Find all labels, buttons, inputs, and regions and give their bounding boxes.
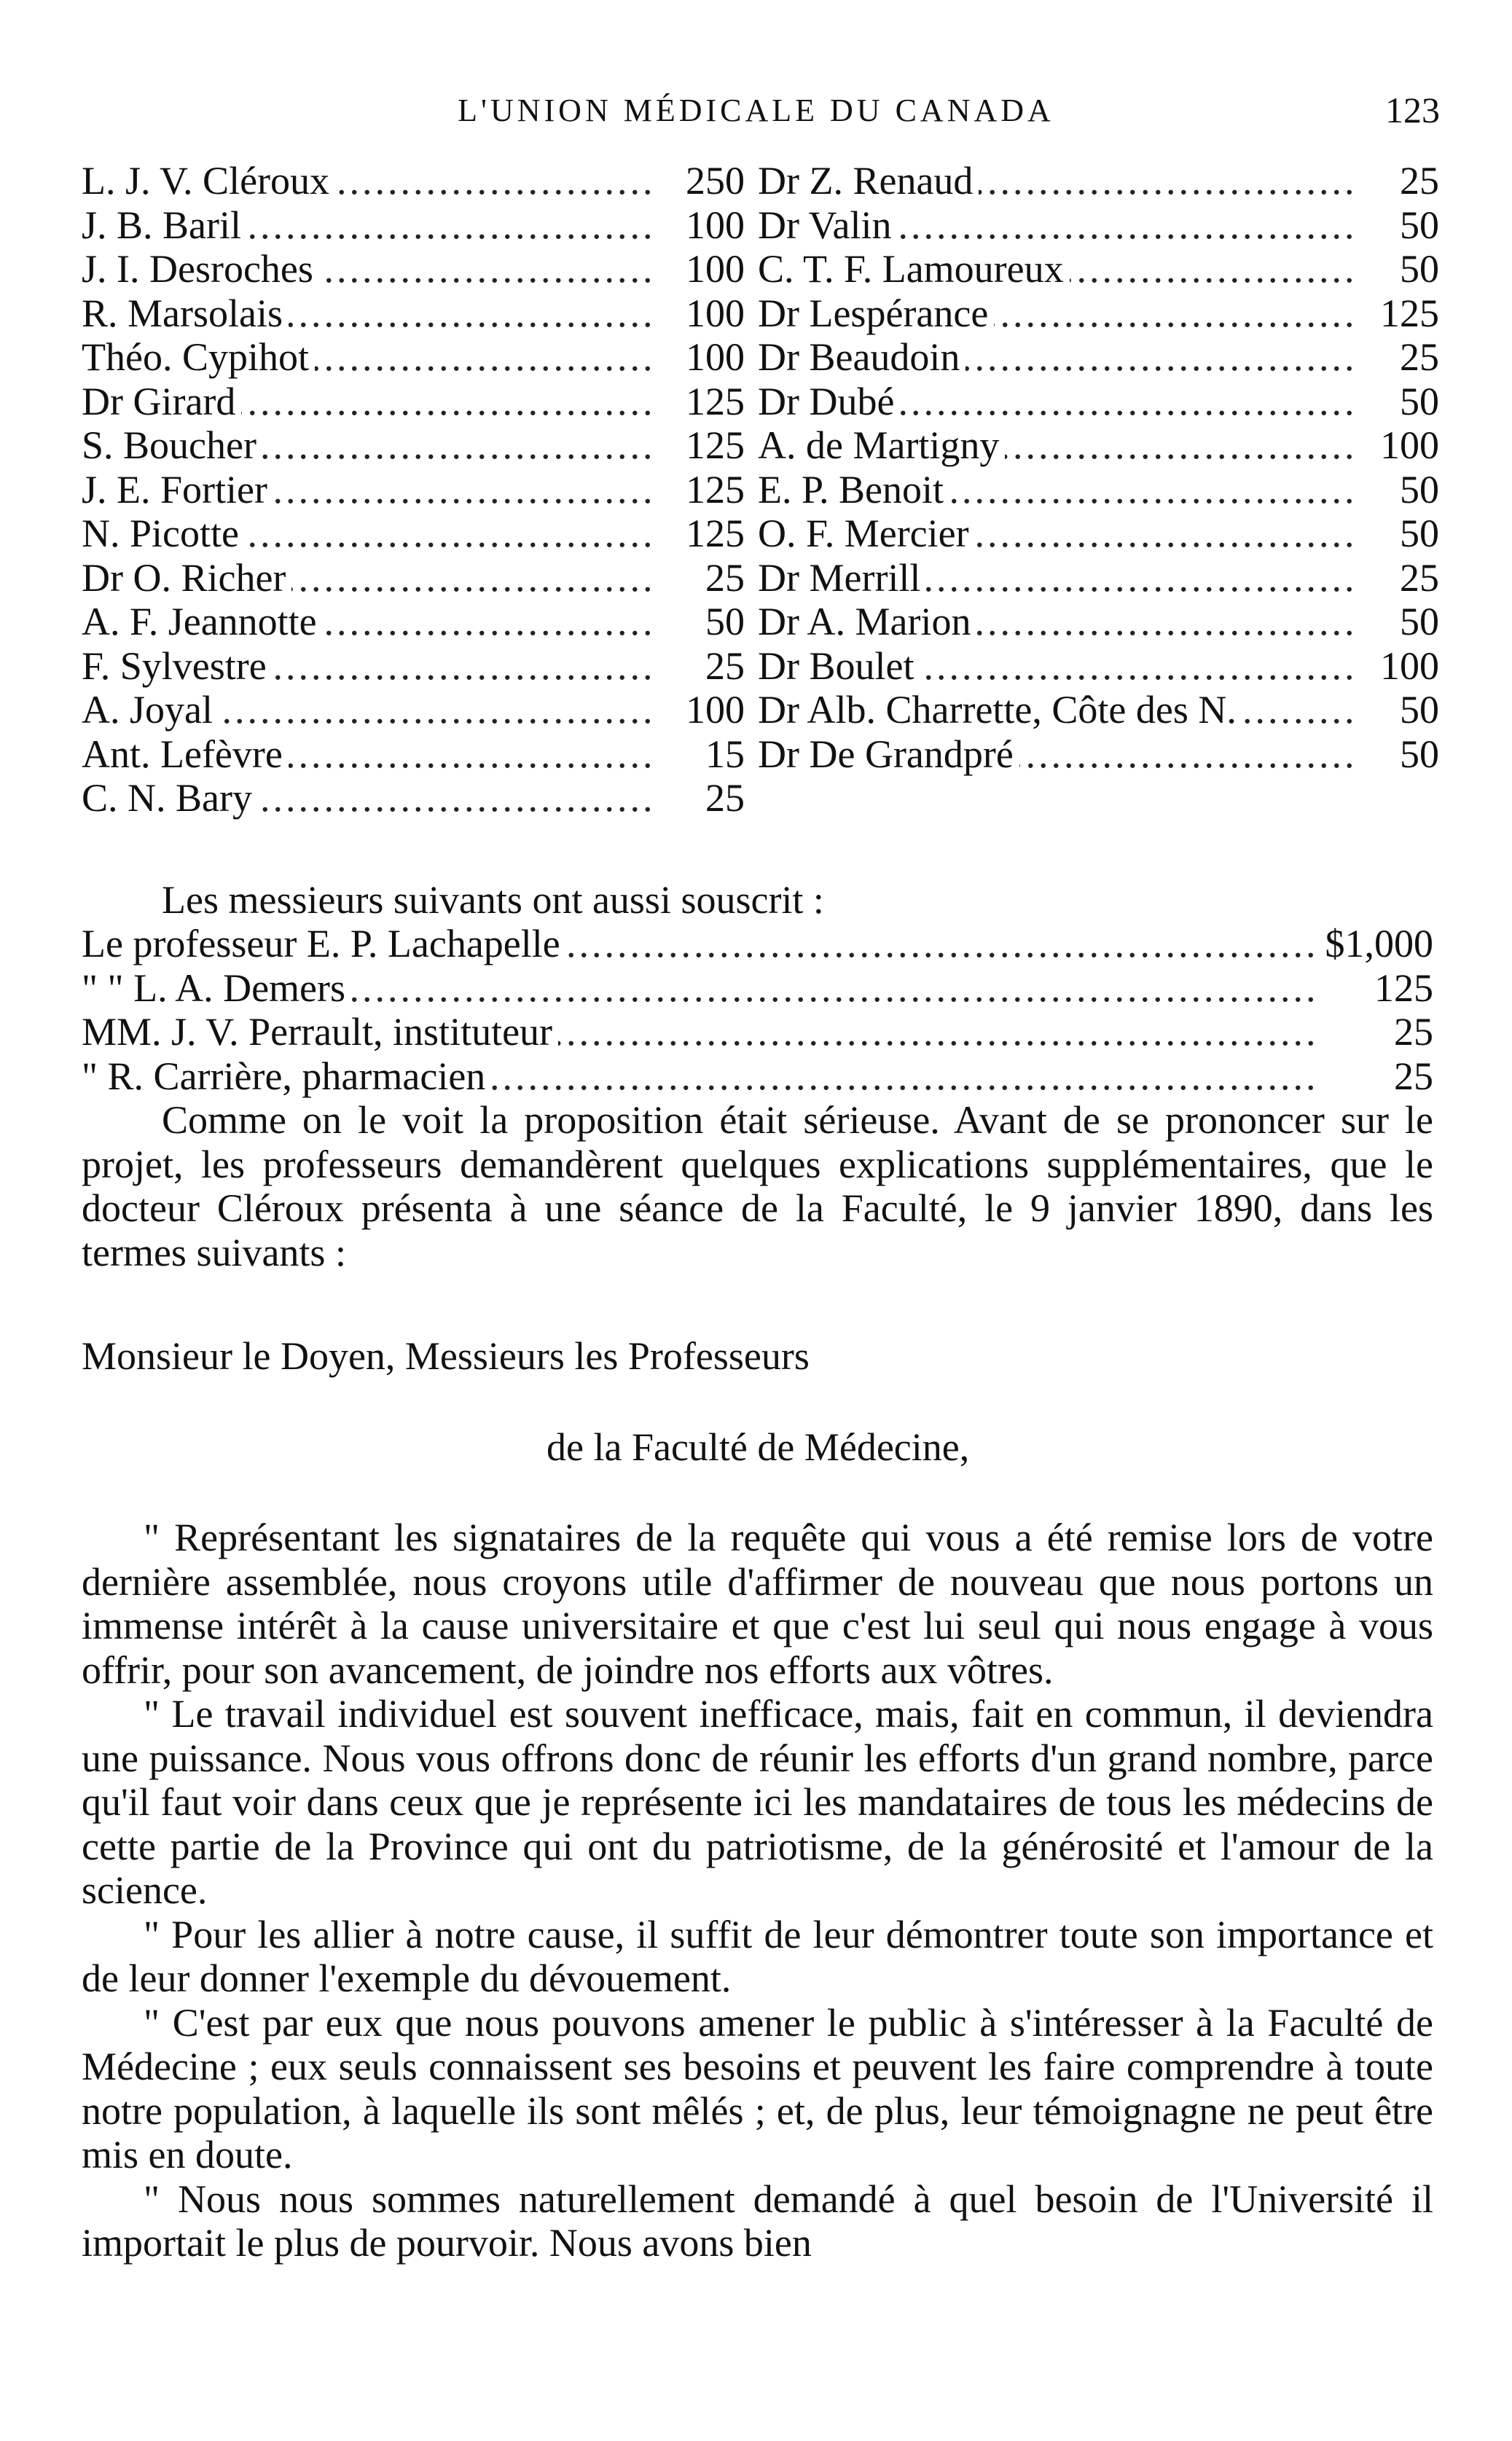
subscription-amount: 50 [1392,247,1439,291]
subscription-amount: 100 [678,335,745,380]
subscription-amount: 100 [678,247,745,291]
subscriber-name: Dr Dubé [758,380,900,424]
subscription-amount: 50 [1392,600,1439,644]
letter-paragraph: " Le travail individuel est souvent inefficace, mais, fait en commun, il deviendra une puissance. Nous vous offrons donc de réunir les efforts d'un grand nombre, parce qu'il faut voir dans ceux que je représente ici les mandataires de tous les médecins de cette partie de la Province qui ont du patriotisme, de la générosité et l'amour de la science. [82,1692,1433,1912]
list-item [758,203,1439,248]
subscription-amount: 250 [678,159,745,203]
list-item [82,600,745,644]
subscription-amount: 100 [678,688,745,732]
subscription-list-left [82,159,745,820]
list-item [82,468,745,512]
subscription-amount: 25 [698,776,745,820]
subscriber-name: Le professeur E. P. Lachapelle [82,922,566,966]
subscriber-name: R. Marsolais [82,291,289,336]
subscription-amount: 125 [678,468,745,512]
letter-paragraph: " Pour les allier à notre cause, il suffit de leur démontrer toute son importance et de leur donner l'exemple du dévouement. [82,1912,1433,2000]
subscriber-name: E. P. Benoit [758,468,949,512]
subscriber-name: MM. J. V. Perrault, instituteur [82,1010,558,1054]
subscription-amount: 125 [678,512,745,556]
list-item [758,291,1439,336]
subscriber-name: S. Boucher [82,423,262,468]
subscriber-name: Dr A. Marion [758,600,976,644]
list-item [758,644,1439,689]
list-item [82,380,745,424]
subscriber-name: " R. Carrière, pharmacien [82,1054,491,1099]
subscription-amount: 50 [1392,380,1439,424]
subscriber-name: Théo. Cypihot [82,335,315,380]
subscription-amount: 25 [1387,1010,1433,1054]
list-item [82,688,745,732]
subscriber-name: A. Joyal [82,688,219,732]
salutation-line-2: de la Faculté de Médecine, [547,1425,970,1469]
list-item [82,644,745,689]
list-item [758,732,1439,777]
subscription-amount: 50 [1392,203,1439,248]
subscription-amount: 15 [698,732,745,777]
subscription-amount: 25 [1392,556,1439,600]
list-item [758,380,1439,424]
list-item [758,335,1439,380]
subscription-amount: 125 [1373,291,1439,336]
subscription-amount: 100 [678,203,745,248]
list-item [82,776,745,820]
subscription-amount: 50 [1392,468,1439,512]
list-item [758,159,1439,203]
page-header [0,86,1512,137]
list-item [82,203,745,248]
subscription-amount: 100 [1373,644,1439,689]
subscription-amount: 25 [698,556,745,600]
subscription-amount: $1,000 [1318,922,1434,966]
paragraph-proposition: Comme on le voit la proposition était sérieuse. Avant de se prononcer sur le projet, les professeurs demandèrent quelques explications supplémentaires, que le docteur Cléroux présenta à une séance de la Faculté, le 9 janvier 1890, dans les termes suivants : [82,1098,1433,1274]
subscription-amount: 125 [1367,966,1433,1011]
subscriber-name: " " L. A. Demers [82,966,351,1011]
subscriber-name: F. Sylvestre [82,644,273,689]
list-item [82,966,1433,1011]
list-item [82,423,745,468]
subscriber-name: Dr Beaudoin [758,335,965,380]
list-item [82,732,745,777]
subscriber-name: Dr O. Richer [82,556,291,600]
subscriber-name: A. de Martigny [758,423,1005,468]
list-item [82,1054,1433,1099]
subscription-amount: 50 [1392,688,1439,732]
subscription-amount: 50 [698,600,745,644]
list-item [82,556,745,600]
subscriber-name: N. Picotte [82,512,245,556]
subscriber-name: Dr Boulet [758,644,920,689]
subscription-amount: 25 [1392,159,1439,203]
letter-paragraph: " Représentant les signataires de la requête qui vous a été remise lors de votre dernière assemblée, nous croyons utile d'affirmer de nouveau que nous portons un immense intérêt à la cause universitaire et que c'est lui seul qui nous engage à vous offrir, pour son avancement, de joindre nos efforts aux vôtres. [82,1516,1433,1692]
subscription-amount: 25 [1392,335,1439,380]
subscription-amount: 50 [1392,512,1439,556]
subscriber-name: J. E. Fortier [82,468,273,512]
intro-line: Les messieurs suivants ont aussi souscrit : [162,878,824,922]
subscriber-name: Dr Z. Renaud [758,159,979,203]
subscriber-name: Dr Lespérance [758,291,994,336]
additional-subscribers-list [82,922,1433,1098]
subscriber-name: C. N. Bary [82,776,258,820]
list-item [758,512,1439,556]
subscriber-name: Ant. Lefèvre [82,732,289,777]
subscriber-name: Dr Alb. Charrette, Côte des N. [758,688,1242,732]
subscription-list-right [758,159,1439,776]
page-number: 123 [1385,90,1440,130]
list-item [82,922,1433,966]
subscription-amount: 25 [1387,1054,1433,1099]
subscriber-name: C. T. F. Lamoureux [758,247,1070,291]
subscription-amount: 50 [1392,732,1439,777]
subscriber-name: Dr De Grandpré [758,732,1019,777]
subscriber-name: L. J. V. Cléroux [82,159,335,203]
list-item [82,1010,1433,1054]
subscriber-name: A. F. Jeannotte [82,600,323,644]
subscriber-name: Dr Valin [758,203,898,248]
list-item [758,423,1439,468]
subscriber-name: O. F. Mercier [758,512,975,556]
list-item [758,247,1439,291]
list-item [82,335,745,380]
subscription-amount: 25 [698,644,745,689]
list-item [758,468,1439,512]
list-item [758,556,1439,600]
subscriber-name: Dr Girard [82,380,241,424]
subscription-amount: 100 [1373,423,1439,468]
list-item [82,159,745,203]
list-item [82,291,745,336]
list-item [758,688,1439,732]
subscriber-name: Dr Merrill [758,556,926,600]
running-title: L'UNION MÉDICALE DU CANADA [458,93,1054,128]
list-item [758,600,1439,644]
subscription-amount: 125 [678,423,745,468]
list-item [82,512,745,556]
subscriber-name: J. I. Desroches [82,247,319,291]
subscription-amount: 100 [678,291,745,336]
subscription-amount: 125 [678,380,745,424]
letter-paragraph: " C'est par eux que nous pouvons amener le public à s'intéresser à la Faculté de Médecine ; eux seuls connaissent ses besoins et peuvent les faire comprendre à toute notre population, à laquelle ils sont mêlés ; et, de plus, leur témoignagne ne peut être mis en doute. [82,2000,1433,2176]
letter-body [82,1516,1433,2265]
subscriber-name: J. B. Baril [82,203,247,248]
letter-paragraph: " Nous nous sommes naturellement demandé à quel besoin de l'Université il importait le plus de pourvoir. Nous avons bien [82,2176,1433,2265]
list-item [82,247,745,291]
salutation-line-1: Monsieur le Doyen, Messieurs les Professeurs [82,1334,810,1378]
